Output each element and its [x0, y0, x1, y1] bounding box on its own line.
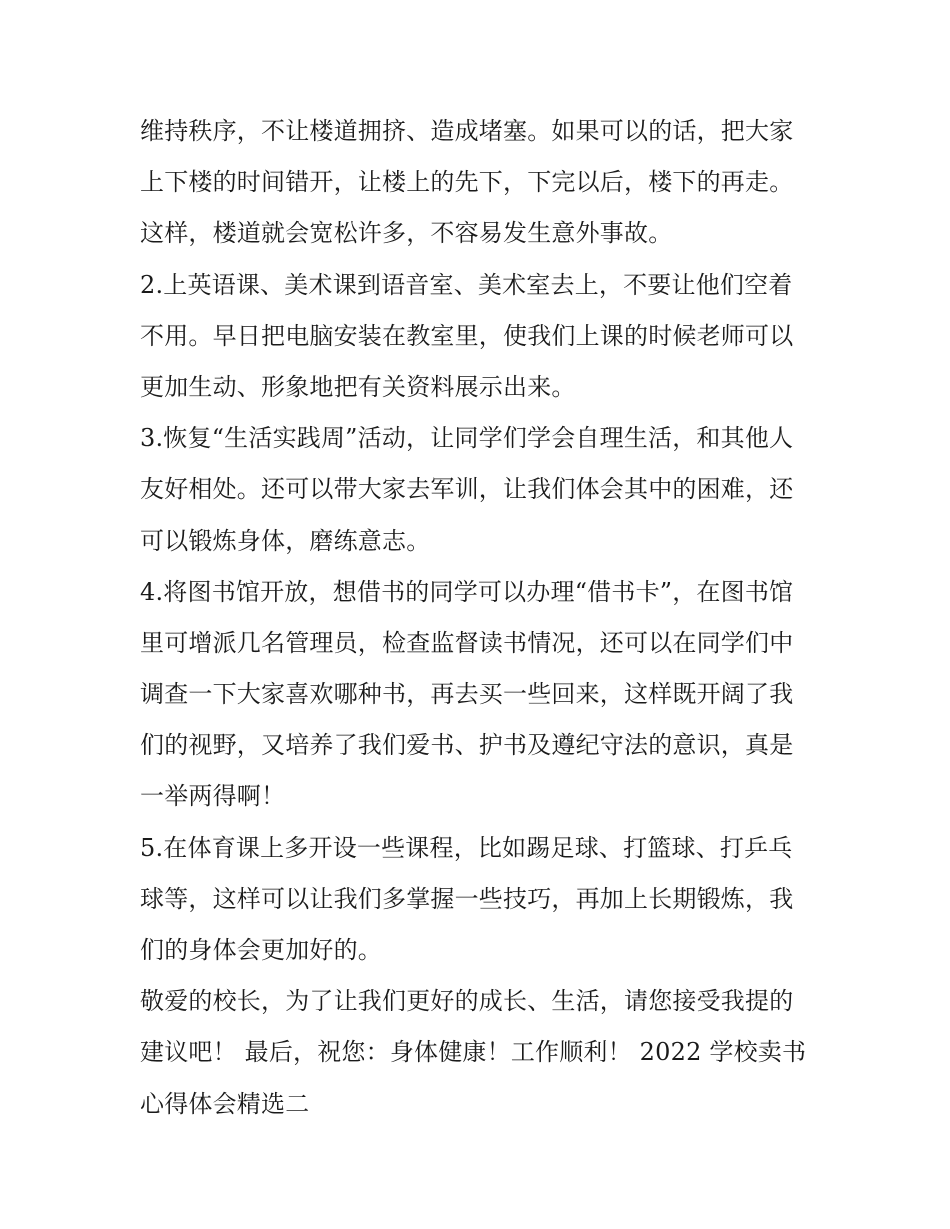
text-line: 们的视野，又培养了我们爱书、护书及遵纪守法的意识，真是	[140, 731, 794, 760]
text-line: 友好相处。还可以带大家去军训，让我们体会其中的困难，还	[140, 475, 794, 504]
text-line: 里可增派几名管理员，检查监督读书情况，还可以在同学们中	[140, 628, 794, 657]
text-line: 维持秩序，不让楼道拥挤、造成堵塞。如果可以的话，把大家	[140, 117, 794, 145]
text-line: 敬爱的校长，为了让我们更好的成长、生活，请您接受我提的	[140, 987, 794, 1016]
text-line: 上下楼的时间错开，让楼上的先下，下完以后，楼下的再走。	[140, 168, 794, 197]
text-line: 可以锻炼身体，磨练意志。	[140, 526, 431, 555]
text-line: 一举两得啊！	[140, 782, 286, 811]
text-line: 更加生动、形象地把有关资料展示出来。	[140, 372, 576, 401]
text-line: 这样，楼道就会宽松许多，不容易发生意外事故。	[140, 219, 673, 248]
text-line: 5.在体育课上多开设一些课程，比如踢足球、打篮球、打乒乓	[140, 833, 793, 862]
text-line: 们的身体会更加好的。	[140, 936, 382, 964]
text-line: 不用。早日把电脑安装在教室里，使我们上课的时候老师可以	[140, 321, 794, 350]
document-body	[140, 106, 820, 1130]
text-line: 球等，这样可以让我们多掌握一些技巧，再加上长期锻炼，我	[140, 884, 794, 913]
text-line: 心得体会精选二	[140, 1089, 310, 1118]
text-line: 调查一下大家喜欢哪种书，再去买一些回来，这样既开阔了我	[140, 680, 794, 709]
text-line: 3.恢复“生活实践周”活动，让同学们学会自理生活，和其他人	[140, 424, 794, 453]
text-line: 建议吧！ 最后，祝您：身体健康！工作顺利！ 2022 学校卖书	[140, 1038, 807, 1067]
text-line: 4.将图书馆开放，想借书的同学可以办理“借书卡”，在图书馆	[140, 577, 794, 606]
text-line: 2.上英语课、美术课到语音室、美术室去上，不要让他们空着	[140, 270, 793, 299]
